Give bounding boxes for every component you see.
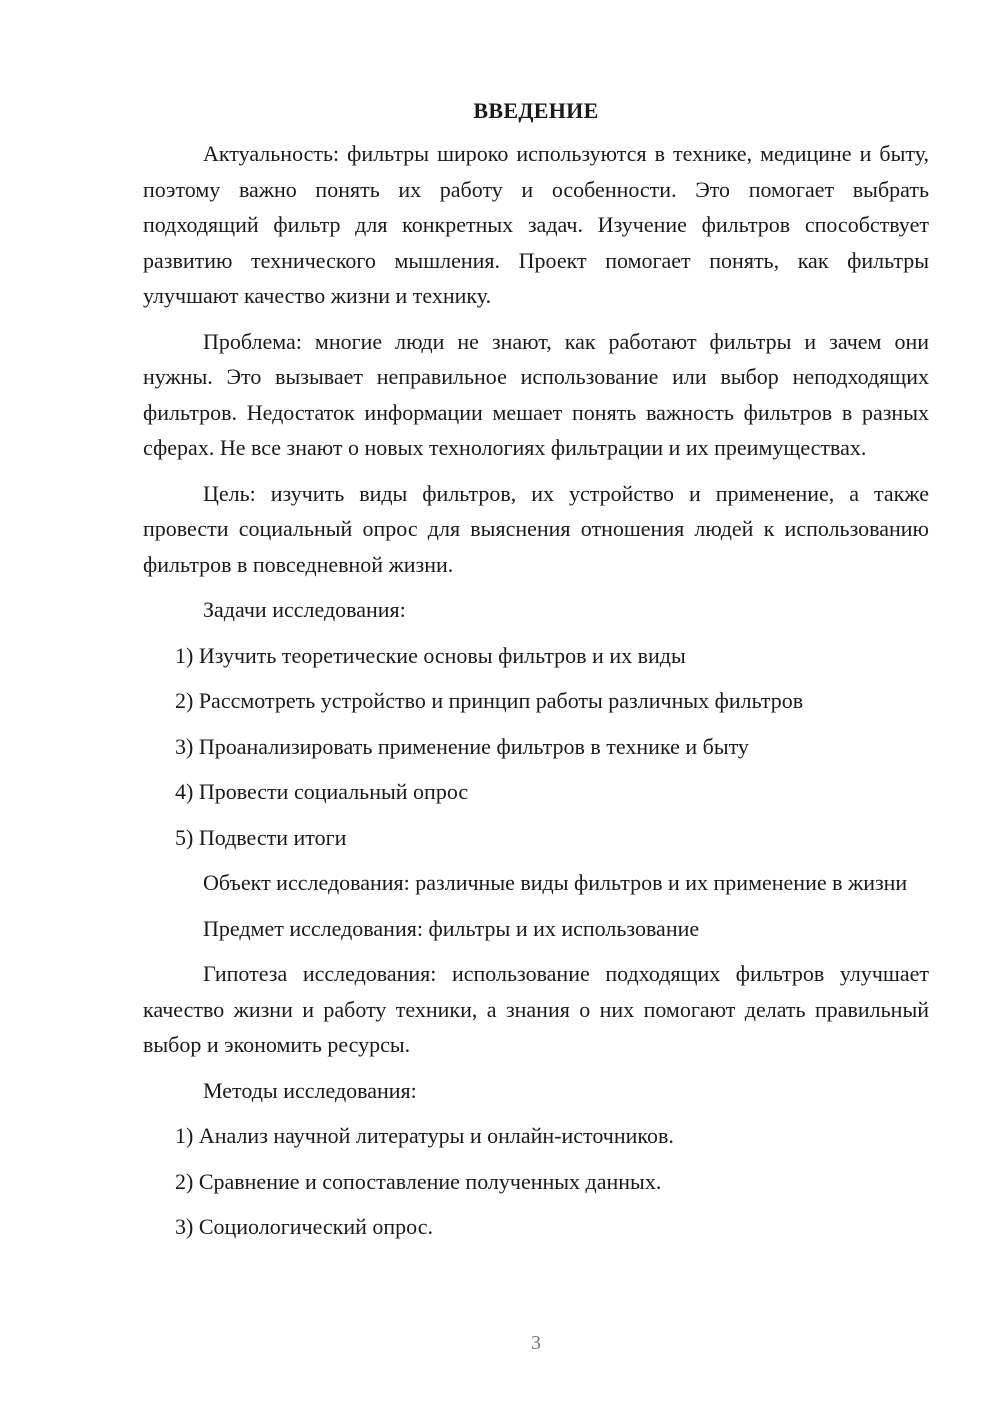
goal-paragraph: Цель: изучить виды фильтров, их устройство и применение, а также провести социальный опрос для выяснения отношения людей к использованию фильтров в повседневной жизни. [143, 480, 929, 577]
method-item: 2) Сравнение и сопоставление полученных данных. [175, 1168, 662, 1194]
page-number: 3 [531, 1332, 541, 1354]
document-body [143, 96, 929, 1255]
task-item: 2) Рассмотреть устройство и принцип работы различных фильтров [175, 688, 804, 713]
task-item: 1) Изучить теоретические основы фильтров и их виды [175, 642, 686, 668]
method-item: 1) Анализ научной литературы и онлайн-источников. [175, 1123, 674, 1148]
method-item: 3) Социологический опрос. [175, 1214, 433, 1239]
task-item: 3) Проанализировать применение фильтров в технике и быту [175, 733, 749, 759]
methods-title: Методы исследования: [203, 1077, 417, 1103]
problem-paragraph: Проблема: многие люди не знают, как работают фильтры и зачем они нужны. Это вызывает неправильное использование или выбор неподходящих фильтров. Недостаток информации мешает понять важность фильтров в разных сферах. Не все знают о новых технологиях фильтрации и их преимуществах. [143, 328, 929, 460]
subject-paragraph: Предмет исследования: фильтры и их использование [203, 915, 700, 941]
object-paragraph: Объект исследования: различные виды фильтров и их применение в жизни [203, 870, 908, 895]
task-item: 4) Провести социальный опрос [175, 779, 469, 804]
hypothesis-paragraph: Гипотеза исследования: использование подходящих фильтров улучшает качество жизни и работу техники, а знания о них помогают делать правильный выбор и экономить ресурсы. [143, 961, 929, 1057]
section-heading: ВВЕДЕНИЕ [473, 98, 599, 123]
task-item: 5) Подвести итоги [175, 824, 347, 850]
tasks-title: Задачи исследования: [203, 597, 406, 622]
relevance-paragraph: Актуальность: фильтры широко используются в технике, медицине и быту, поэтому важно понять их работу и особенности. Это помогает выбрать подходящий фильтр для конкретных задач. Изучение фильтров способствует развитию технического мышления. Проект помогает понять, как фильтры улучшают качество жизни и технику. [143, 141, 929, 308]
